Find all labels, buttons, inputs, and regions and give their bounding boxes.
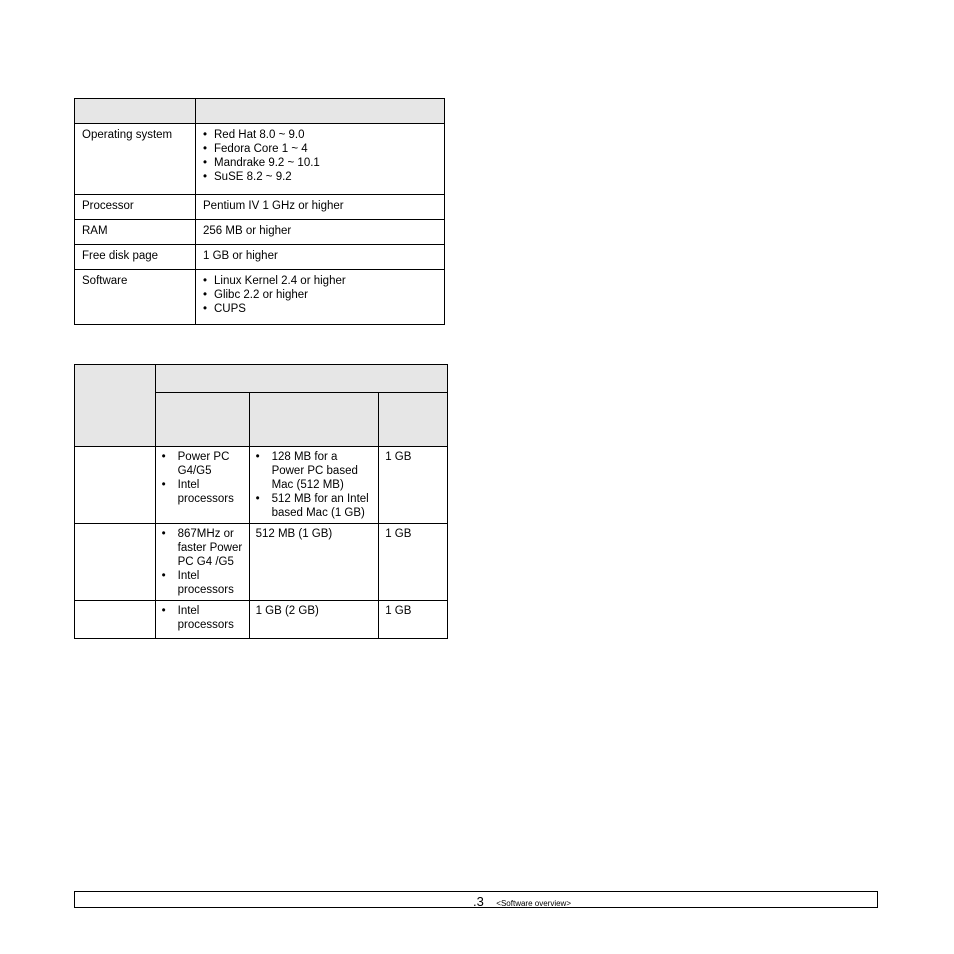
row-cpu-cell bbox=[155, 447, 249, 524]
software-list bbox=[203, 274, 437, 316]
row-label: Operating system bbox=[75, 124, 196, 195]
row-os-cell bbox=[75, 447, 156, 524]
os-list bbox=[203, 128, 437, 184]
footer-content bbox=[473, 893, 571, 911]
mac-requirements-table bbox=[74, 364, 448, 639]
row-value: 1 GB or higher bbox=[196, 245, 445, 270]
row-os-cell bbox=[75, 524, 156, 601]
row-disk-cell: 1 GB bbox=[379, 447, 448, 524]
row-value: 256 MB or higher bbox=[196, 220, 445, 245]
header-disk-cell bbox=[379, 393, 448, 447]
list-item: • Glibc 2.2 or higher bbox=[203, 288, 437, 302]
table-header-row bbox=[75, 365, 448, 393]
row-label: Processor bbox=[75, 195, 196, 220]
table-row bbox=[75, 195, 445, 220]
linux-requirements-table bbox=[74, 98, 445, 325]
row-disk-cell: 1 GB bbox=[379, 524, 448, 601]
cpu-list bbox=[162, 527, 243, 597]
list-item: • Power PC G4/G5 bbox=[162, 450, 243, 478]
row-cpu-cell bbox=[155, 601, 249, 639]
row-value bbox=[196, 124, 445, 195]
header-cpu-cell bbox=[155, 393, 249, 447]
list-item: • Linux Kernel 2.4 or higher bbox=[203, 274, 437, 288]
row-ram-cell: 512 MB (1 GB) bbox=[249, 524, 379, 601]
table-row bbox=[75, 524, 448, 601]
footer-section-title: <Software overview> bbox=[496, 899, 571, 908]
table-row bbox=[75, 270, 445, 325]
page-number: .3 bbox=[473, 894, 484, 909]
header-os-cell bbox=[75, 365, 156, 447]
cpu-list bbox=[162, 604, 243, 632]
list-item: • 512 MB for an Intel based Mac (1 GB) bbox=[256, 492, 373, 520]
table-row bbox=[75, 601, 448, 639]
row-ram-cell: 1 GB (2 GB) bbox=[249, 601, 379, 639]
header-ram-cell bbox=[249, 393, 379, 447]
row-cpu-cell bbox=[155, 524, 249, 601]
row-os-cell bbox=[75, 601, 156, 639]
list-item: • 867MHz or faster Power PC G4 /G5 bbox=[162, 527, 243, 569]
row-value bbox=[196, 270, 445, 325]
list-item: • SuSE 8.2 ~ 9.2 bbox=[203, 170, 437, 184]
header-group-cell bbox=[155, 365, 447, 393]
list-item: • Mandrake 9.2 ~ 10.1 bbox=[203, 156, 437, 170]
list-item: • CUPS bbox=[203, 302, 437, 316]
page-footer bbox=[74, 891, 878, 908]
list-item: • Intel processors bbox=[162, 478, 243, 506]
list-item: • Intel processors bbox=[162, 569, 243, 597]
table-row bbox=[75, 124, 445, 195]
row-label: Software bbox=[75, 270, 196, 325]
header-item-cell bbox=[75, 99, 196, 124]
table-row bbox=[75, 447, 448, 524]
list-item: • Intel processors bbox=[162, 604, 243, 632]
cpu-list bbox=[162, 450, 243, 506]
row-label: Free disk page bbox=[75, 245, 196, 270]
row-ram-cell bbox=[249, 447, 379, 524]
table-row bbox=[75, 245, 445, 270]
row-disk-cell: 1 GB bbox=[379, 601, 448, 639]
list-item: • Red Hat 8.0 ~ 9.0 bbox=[203, 128, 437, 142]
row-value: Pentium IV 1 GHz or higher bbox=[196, 195, 445, 220]
list-item: • 128 MB for a Power PC based Mac (512 MB) bbox=[256, 450, 373, 492]
table-row bbox=[75, 220, 445, 245]
header-requirement-cell bbox=[196, 99, 445, 124]
table-header-row bbox=[75, 99, 445, 124]
list-item: • Fedora Core 1 ~ 4 bbox=[203, 142, 437, 156]
row-label: RAM bbox=[75, 220, 196, 245]
ram-list bbox=[256, 450, 373, 520]
